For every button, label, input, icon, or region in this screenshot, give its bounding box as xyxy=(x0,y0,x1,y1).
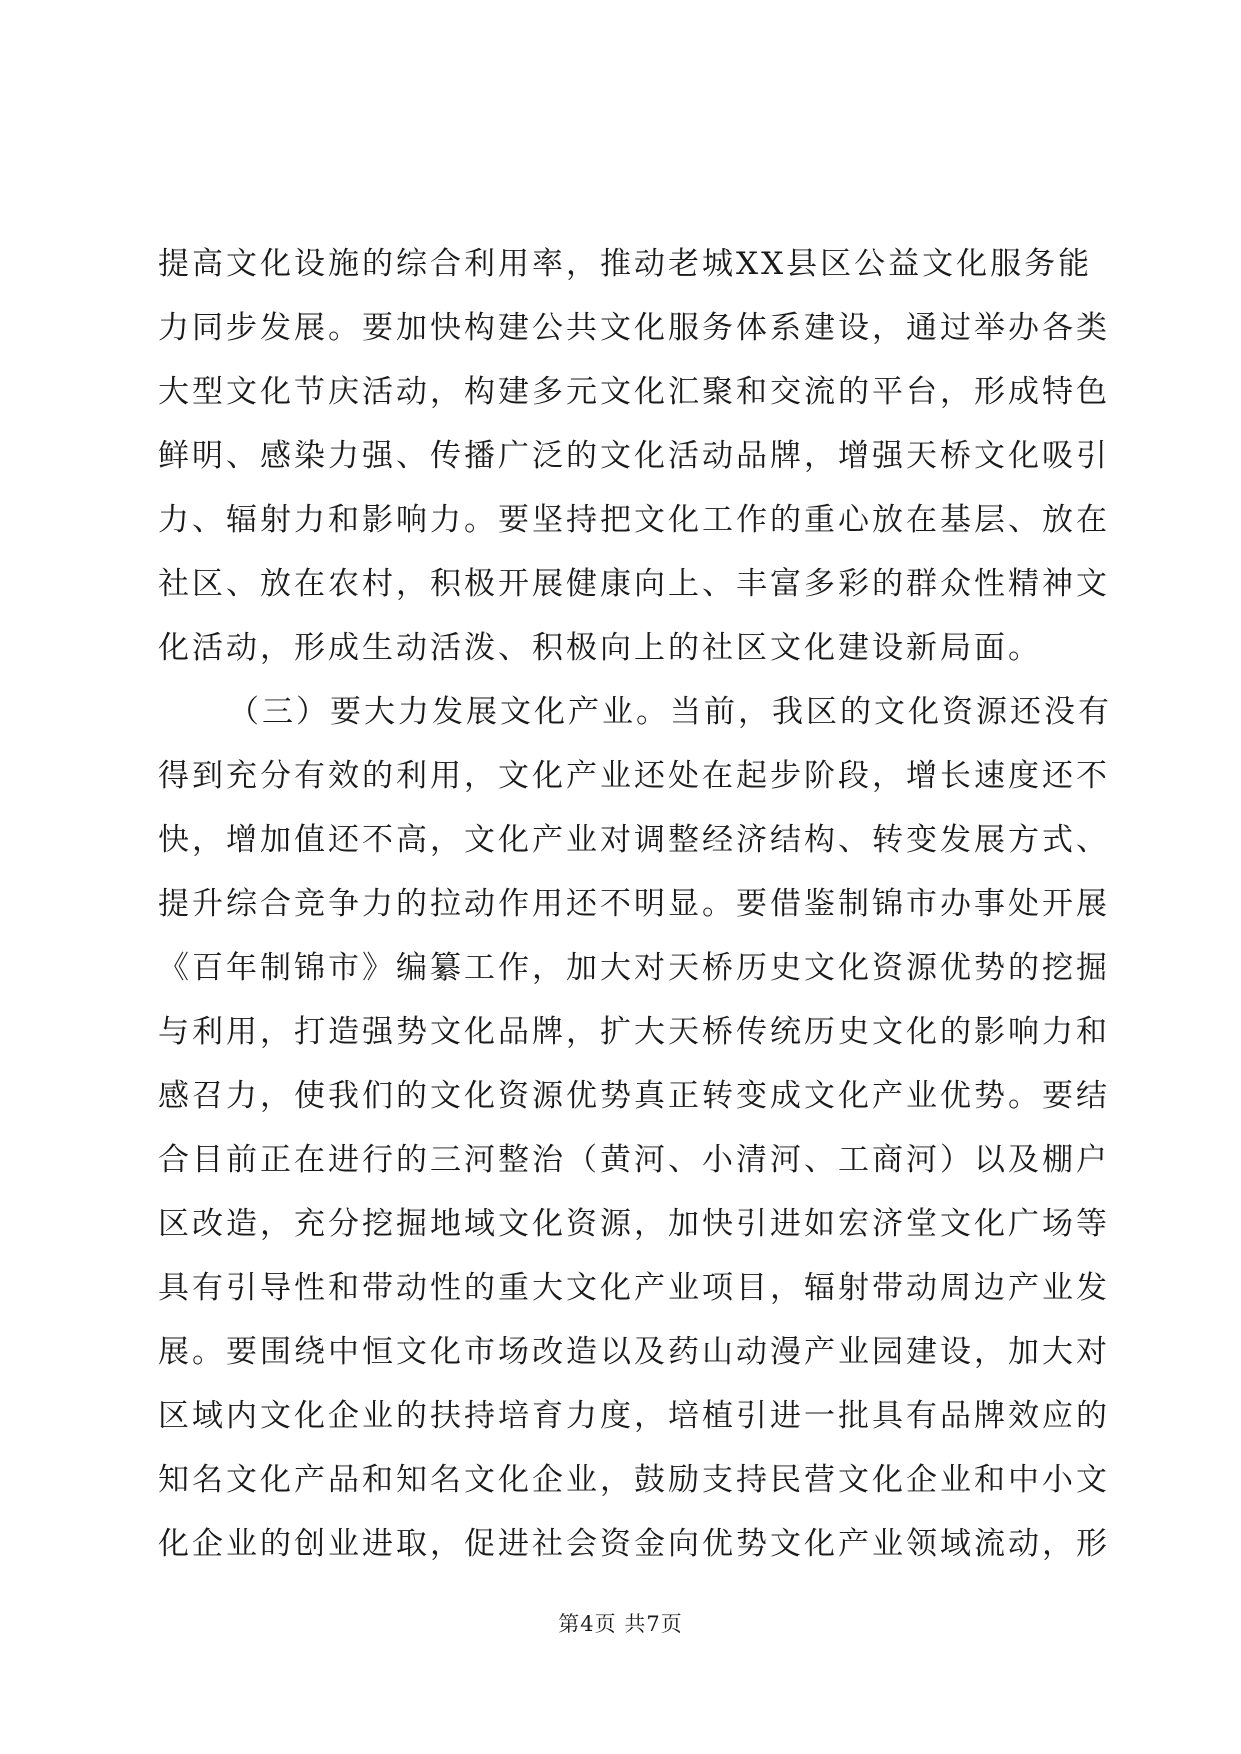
text-line: 力、辐射力和影响力。要坚持把文化工作的重心放在基层、放在 xyxy=(158,502,1110,538)
paragraph-end-line: 化活动，形成生动活泼、积极向上的社区文化建设新局面。 xyxy=(158,630,1042,666)
text-line: 鲜明、感染力强、传播广泛的文化活动品牌，增强天桥文化吸引 xyxy=(158,438,1110,474)
text-line: 化企业的创业进取，促进社会资金向优势文化产业领域流动，形 xyxy=(158,1526,1110,1562)
body-text xyxy=(158,232,1112,1576)
text-line: 提升综合竞争力的拉动作用还不明显。要借鉴制锦市办事处开展 xyxy=(158,886,1110,922)
text-line: 与利用，打造强势文化品牌，扩大天桥传统历史文化的影响力和 xyxy=(158,1014,1110,1050)
text-line: 大型文化节庆活动，构建多元文化汇聚和交流的平台，形成特色 xyxy=(158,374,1110,410)
text-line: 得到充分有效的利用，文化产业还处在起步阶段，增长速度还不 xyxy=(158,758,1110,794)
text-line: 快，增加值还不高，文化产业对调整经济结构、转变发展方式、 xyxy=(158,822,1110,858)
text-line: 合目前正在进行的三河整治（黄河、小清河、工商河）以及棚户 xyxy=(158,1142,1110,1178)
text-line: 感召力，使我们的文化资源优势真正转变成文化产业优势。要结 xyxy=(158,1078,1110,1114)
text-line: 具有引导性和带动性的重大文化产业项目，辐射带动周边产业发 xyxy=(158,1270,1110,1306)
text-line: 力同步发展。要加快构建公共文化服务体系建设，通过举办各类 xyxy=(158,310,1110,346)
text-line: 提高文化设施的综合利用率，推动老城XX县区公益文化服务能 xyxy=(158,246,1093,282)
text-line: 区域内文化企业的扶持培育力度，培植引进一批具有品牌效应的 xyxy=(158,1398,1110,1434)
page-number-footer: 第4页 共7页 xyxy=(558,1612,683,1636)
text-line: 《百年制锦市》编纂工作，加大对天桥历史文化资源优势的挖掘 xyxy=(158,950,1110,986)
text-line: 区改造，充分挖掘地域文化资源，加快引进如宏济堂文化广场等 xyxy=(158,1206,1110,1242)
section-heading-line: （三）要大力发展文化产业。当前，我区的文化资源还没有 xyxy=(228,694,1112,730)
text-line: 社区、放在农村，积极开展健康向上、丰富多彩的群众性精神文 xyxy=(158,566,1110,602)
text-line: 展。要围绕中恒文化市场改造以及药山动漫产业园建设，加大对 xyxy=(158,1334,1110,1370)
text-line: 知名文化产品和知名文化企业，鼓励支持民营文化企业和中小文 xyxy=(158,1462,1110,1498)
